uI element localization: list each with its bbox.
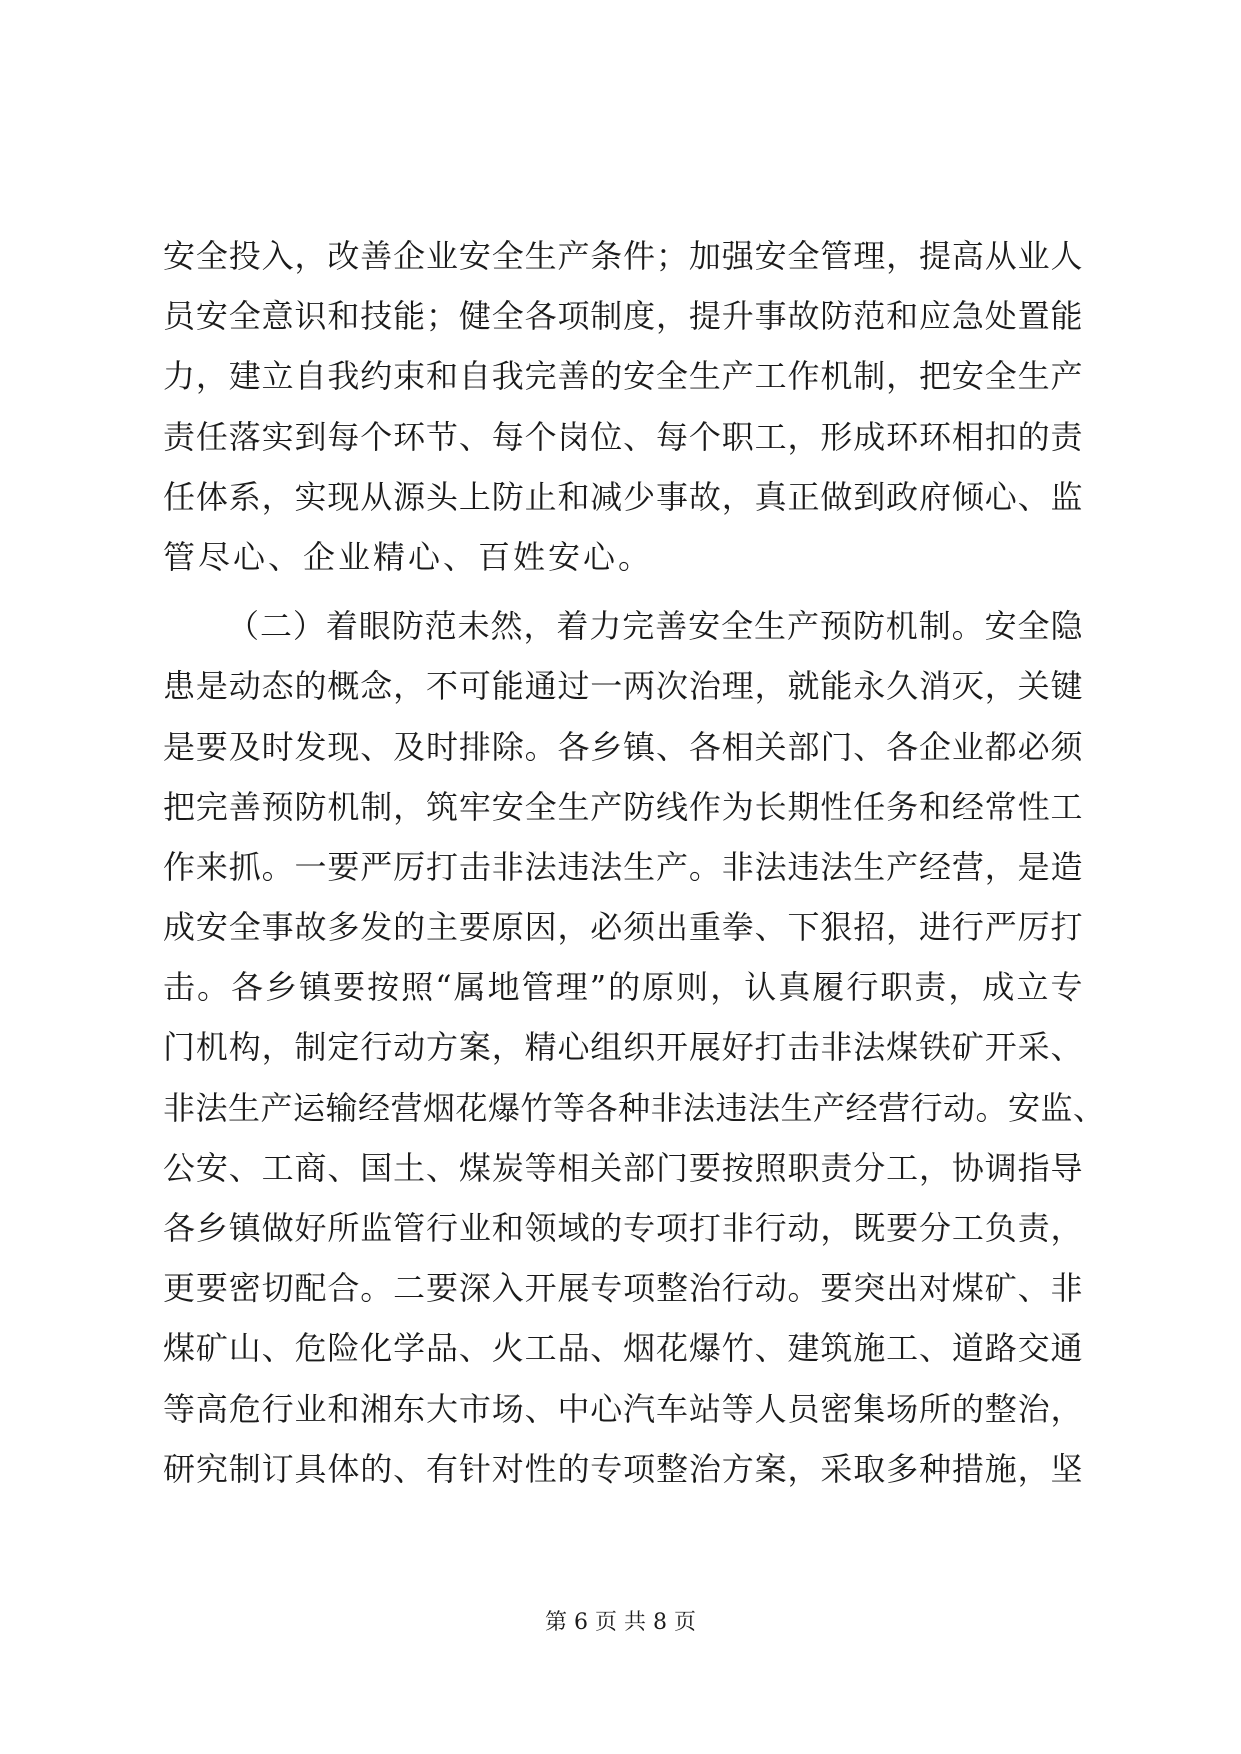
text-line: 研究制订具体的、有针对性的专项整治方案，采取多种措施，坚 xyxy=(163,1449,1083,1488)
text-line: 力，建立自我约束和自我完善的安全生产工作机制，把安全生产 xyxy=(163,357,1083,396)
text-line: 煤矿山、危险化学品、火工品、烟花爆竹、建筑施工、道路交通 xyxy=(163,1329,1083,1368)
text-line: 击。各乡镇要按照“属地管理”的原则，认真履行职责，成立专 xyxy=(163,968,1083,1007)
text-line: 公安、工商、国土、煤炭等相关部门要按照职责分工，协调指导 xyxy=(163,1148,1083,1187)
text-line: 更要密切配合。二要深入开展专项整治行动。要突出对煤矿、非 xyxy=(163,1269,1083,1308)
text-line: 成安全事故多发的主要原因，必须出重拳、下狠招，进行严厉打 xyxy=(163,908,1083,947)
text-line: 安全投入，改善企业安全生产条件；加强安全管理，提高从业人 xyxy=(163,237,1083,275)
text-line: 是要及时发现、及时排除。各乡镇、各相关部门、各企业都必须 xyxy=(163,727,1083,766)
text-line: 管尽心、企业精心、百姓安心。 xyxy=(163,537,654,576)
text-line: 非法生产运输经营烟花爆竹等各种非法违法生产经营行动。安监、 xyxy=(163,1088,1106,1127)
text-line: 等高危行业和湘东大市场、中心汽车站等人员密集场所的整治， xyxy=(163,1389,1083,1428)
text-line: 员安全意识和技能；健全各项制度，提升事故防范和应急处置能 xyxy=(163,297,1083,336)
text-line: 任体系，实现从源头上防止和减少事故，真正做到政府倾心、监 xyxy=(163,477,1083,516)
text-line: 责任落实到每个环节、每个岗位、每个职工，形成环环相扣的责 xyxy=(163,417,1083,456)
text-line: 患是动态的概念，不可能通过一两次治理，就能永久消灭，关键 xyxy=(163,667,1083,706)
text-line: 把完善预防机制，筑牢安全生产防线作为长期性任务和经常性工 xyxy=(163,787,1083,826)
document-body xyxy=(163,226,1106,1499)
text-line: 门机构，制定行动方案，精心组织开展好打击非法煤铁矿开采、 xyxy=(163,1028,1083,1067)
paragraph-1 xyxy=(163,226,1083,587)
text-line: 各乡镇做好所监管行业和领域的专项打非行动，既要分工负责， xyxy=(163,1209,1083,1247)
text-line: 作来抓。一要严厉打击非法违法生产。非法违法生产经营，是造 xyxy=(163,847,1083,886)
text-line: （二）着眼防范未然，着力完善安全生产预防机制。安全隐 xyxy=(227,607,1083,646)
page-footer: 第 6 页 共 8 页 xyxy=(545,1610,696,1635)
paragraph-2 xyxy=(163,596,1106,1499)
